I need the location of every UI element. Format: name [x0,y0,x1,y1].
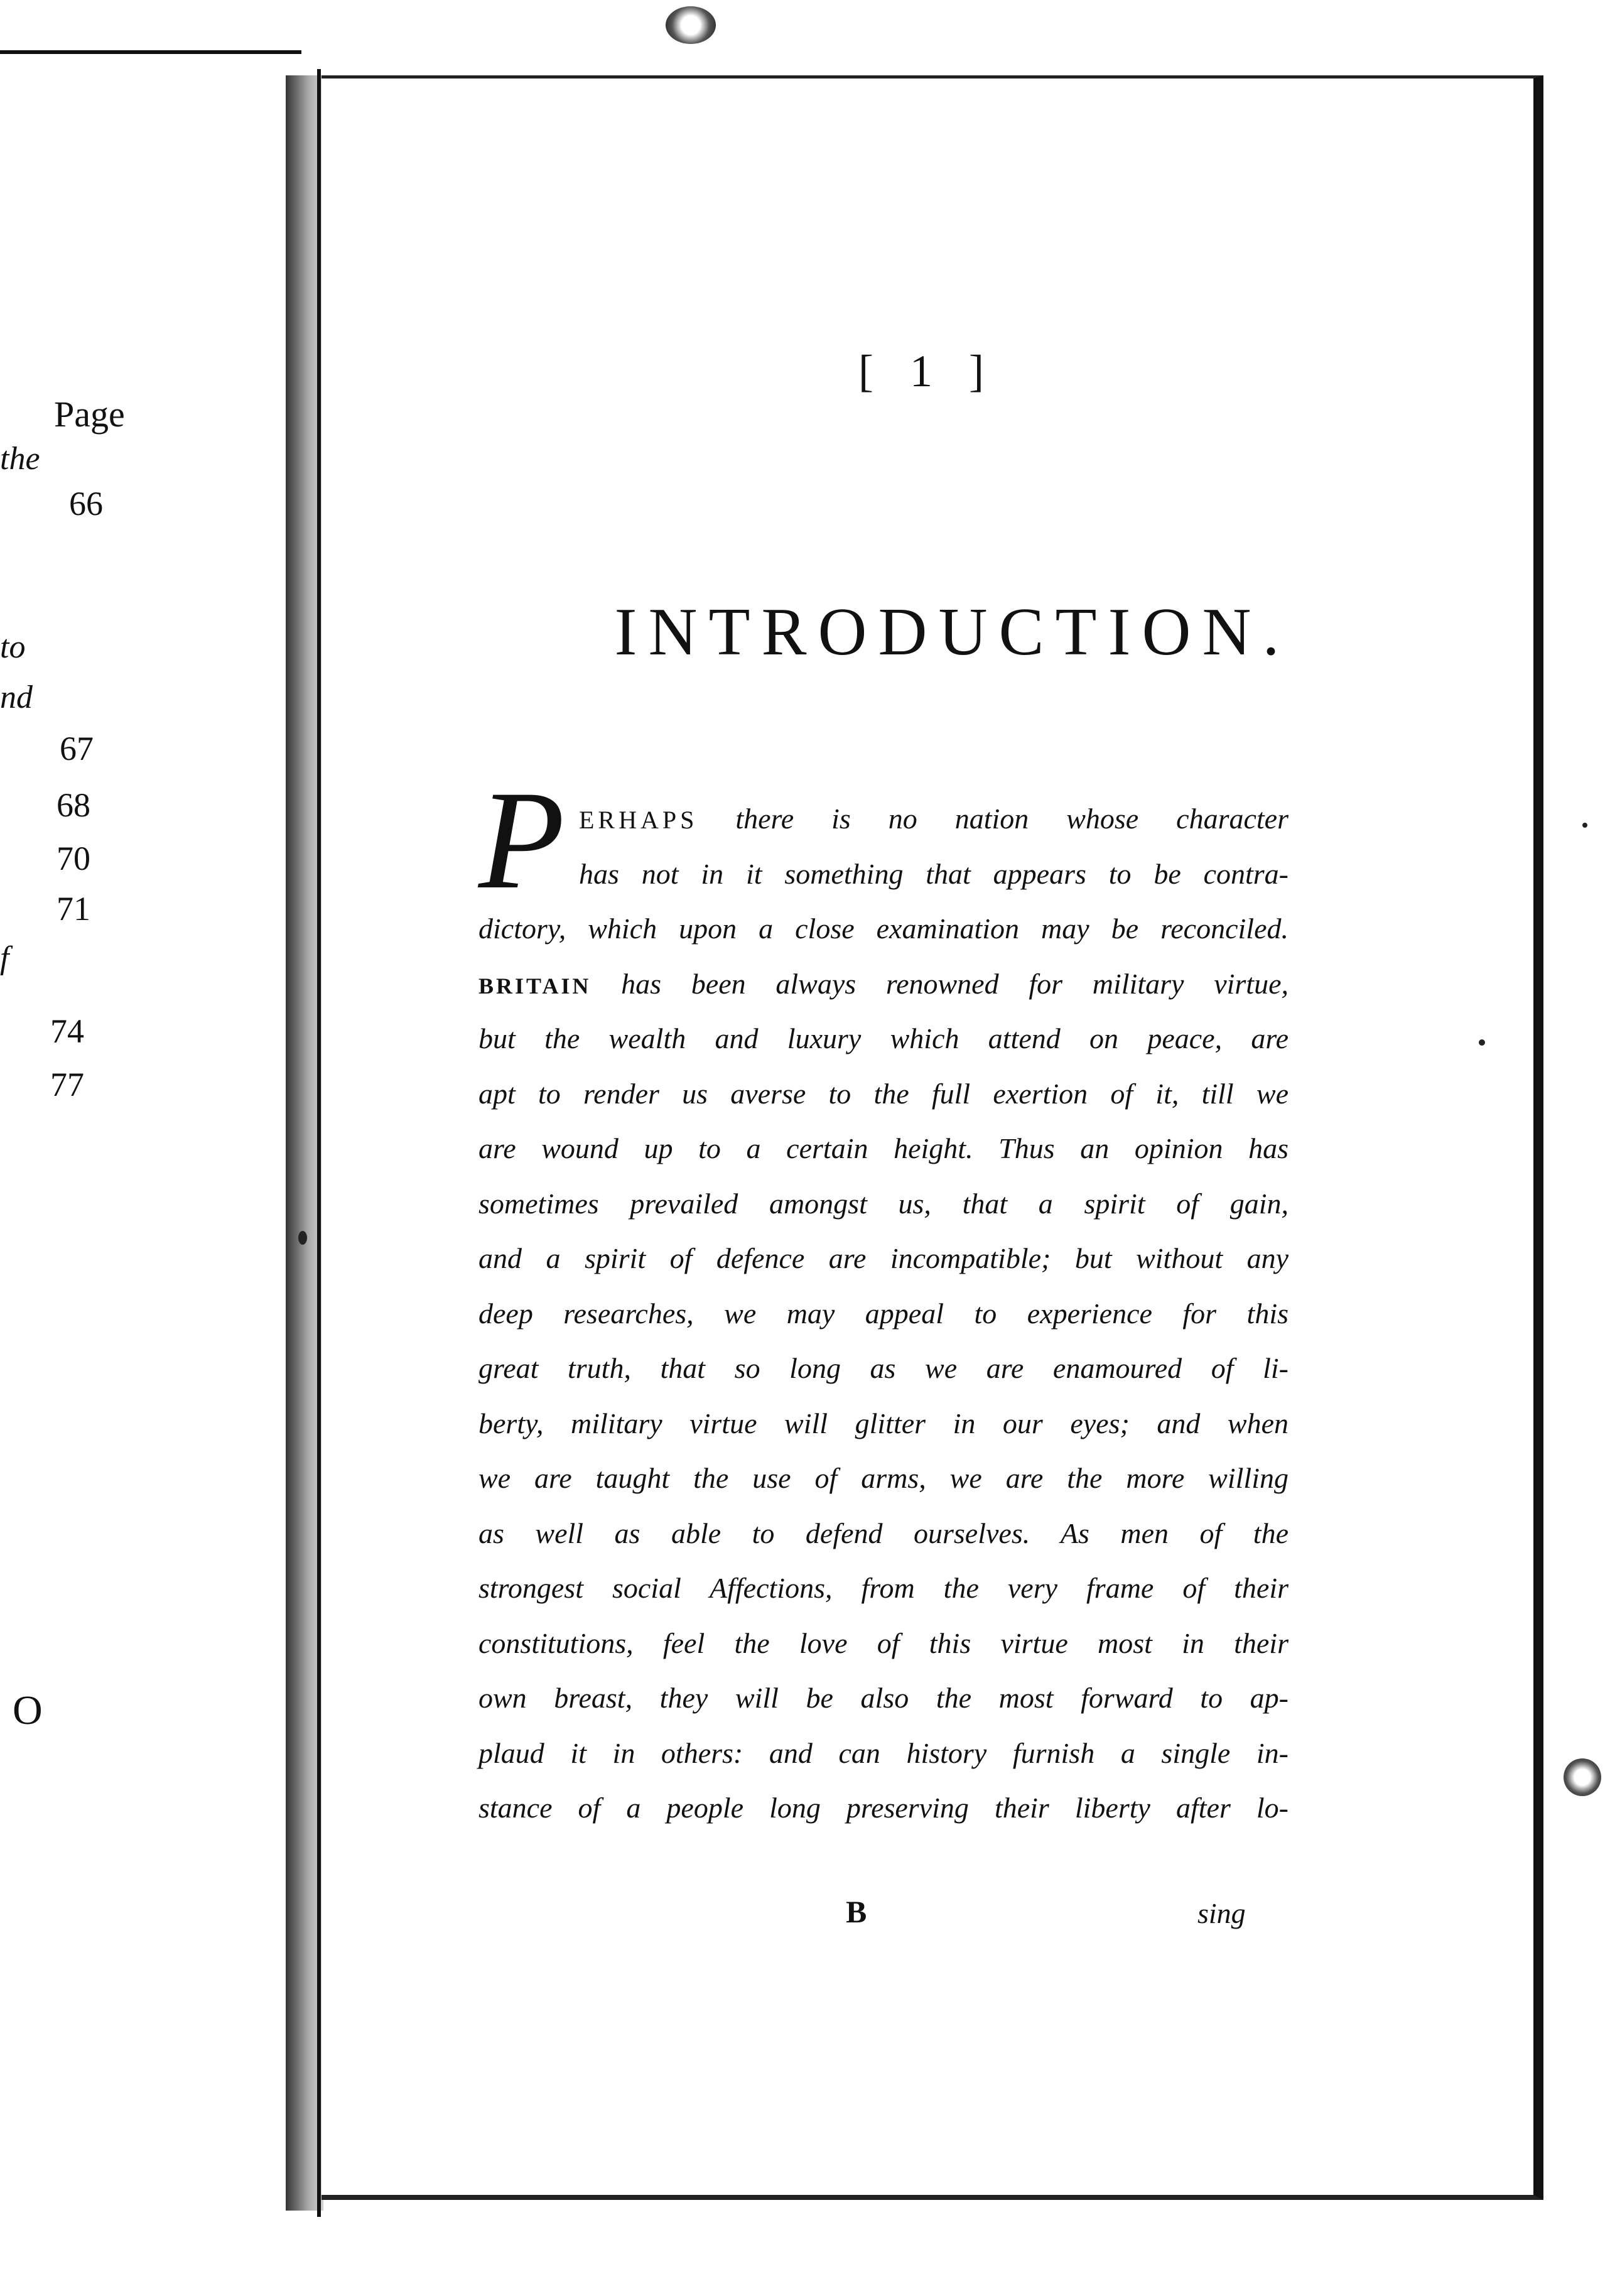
left-page-number: 68 [57,786,90,824]
text-line: are wound up to a certain height. Thus an opinion has [478,1132,1289,1164]
left-page-number: 77 [50,1066,84,1103]
scan-speck [1479,1039,1485,1046]
right-page [321,75,1543,2200]
text-line: BRITAIN has been always renowned for military virtue, [478,967,1289,1000]
book-gutter-edge [317,69,321,2217]
drop-cap: P [478,761,565,918]
text-line: and a spirit of defence are incompatible; but without any [478,1242,1289,1274]
britain-smallcaps: BRITAIN [478,973,592,999]
text-line: dictory, which upon a close examination may be reconciled. [478,912,1289,945]
scan-speck [298,1231,307,1245]
scan-blot [1564,1758,1601,1796]
left-fragment-text: f [0,940,9,976]
text-line: we are taught the use of arms, we are the more willing [478,1462,1289,1494]
text-line: ERHAPS there is no nation whose character [579,803,1289,835]
text-line: sometimes prevailed amongst us, that a spirit of gain, [478,1187,1289,1220]
text-line: berty, military virtue will glitter in our eyes; and when [478,1407,1289,1439]
text-line: deep researches, we may appeal to experience for this [478,1297,1289,1329]
text-line: constitutions, feel the love of this virtue most in their [478,1627,1289,1659]
text-line: but the wealth and luxury which attend on peace, are [478,1022,1289,1054]
left-page-number: 70 [57,840,90,877]
left-page-number: 67 [60,730,94,767]
left-stray-letter: O [13,1687,43,1733]
text-line: as well as able to defend ourselves. As men of the [478,1517,1289,1549]
text-line: apt to render us averse to the full exertion of it, till we [478,1077,1289,1110]
left-page-number: 66 [69,485,103,523]
left-page-fragment [0,50,301,2290]
left-page-number: 74 [50,1012,84,1050]
text-line: great truth, that so long as we are enamoured of li- [478,1352,1289,1384]
chapter-heading: INTRODUCTION. [614,595,1291,669]
catchword: sing [1197,1897,1246,1929]
left-fragment-text: nd [0,680,33,715]
text-line: plaud it in others: and can history furnish a single in- [478,1736,1289,1769]
body-text [478,791,1289,1836]
scan-speck [1582,823,1587,828]
text-line: stance of a people long preserving their liberty after lo- [478,1792,1289,1824]
left-page-label: Page [54,394,125,435]
text-line: strongest social Affections, from the very frame of their [478,1572,1289,1604]
page-number: [ 1 ] [858,346,997,396]
left-page-number: 71 [57,890,90,928]
left-fragment-text: the [0,441,40,477]
text-line: has not in it something that appears to be contra- [579,857,1289,890]
text-line: own breast, they will be also the most forward to ap- [478,1682,1289,1714]
left-fragment-text: to [0,629,26,665]
first-word-caps: ERHAPS [579,806,698,834]
scan-blot [666,6,716,44]
signature-mark: B [846,1894,867,1929]
